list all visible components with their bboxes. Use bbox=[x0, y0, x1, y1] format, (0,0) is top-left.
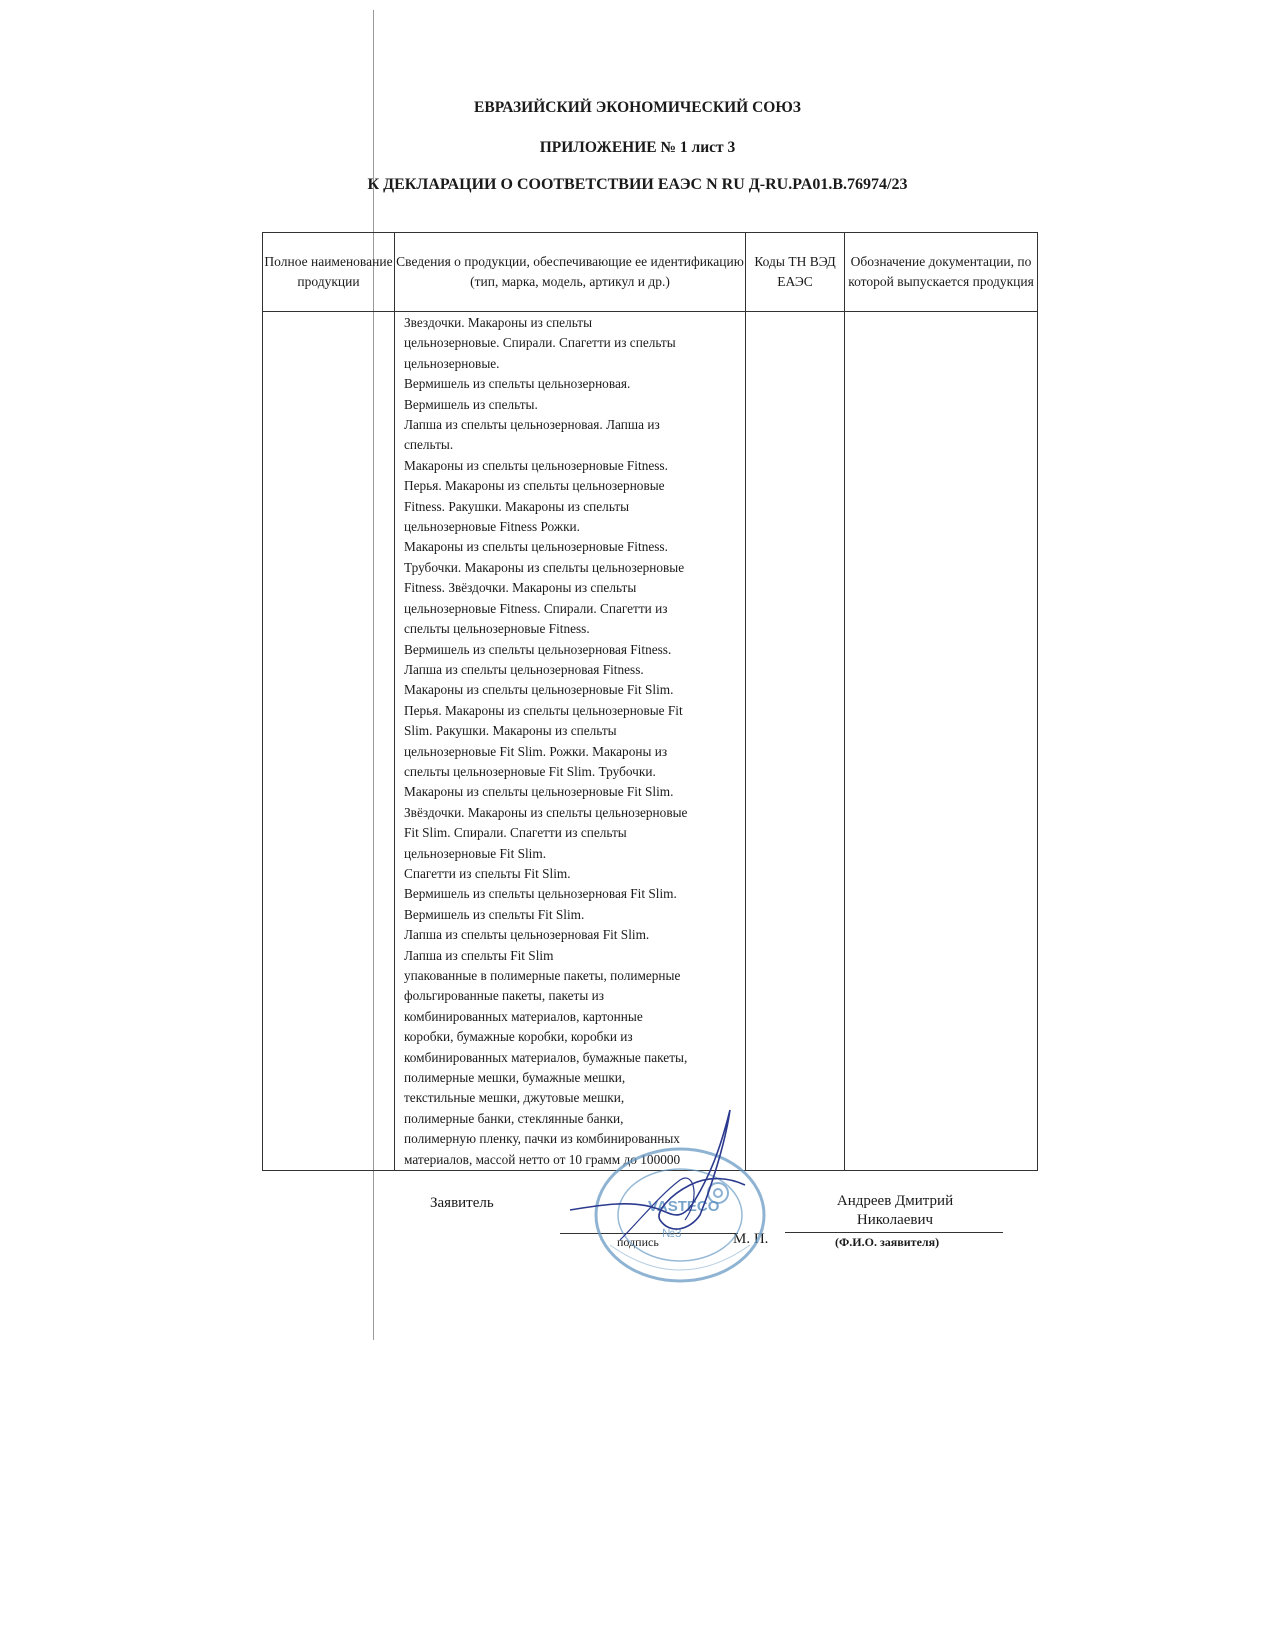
description-line: Вермишель из спельты цельнозерновая Fitness. bbox=[404, 641, 672, 657]
description-line: Вермишель из спельты Fit Slim. bbox=[404, 906, 585, 922]
description-line: Макароны из спельты цельнозерновые Fit Slim. bbox=[404, 784, 674, 800]
applicant-name-line2: Николаевич bbox=[856, 1212, 934, 1228]
header-product-name: Полное наименование продукции bbox=[263, 233, 395, 312]
description-line: цельнозерновые. bbox=[404, 355, 500, 371]
description-line: фольгированные пакеты, пакеты из bbox=[404, 988, 604, 1004]
svg-text:№3: №3 bbox=[662, 1226, 682, 1240]
description-line: Трубочки. Макароны из спельты цельнозерновые bbox=[404, 559, 685, 575]
description-line: материалов, массой нетто от 10 грамм до 100000 bbox=[404, 1151, 681, 1167]
description-line: Лапша из спельты цельнозерновая. Лапша из bbox=[404, 417, 660, 433]
header-product-info: Сведения о продукции, обеспечивающие ее идентификацию (тип, марка, модель, артикул и др.) bbox=[395, 233, 746, 312]
product-table bbox=[262, 232, 1038, 1171]
cell-product-info bbox=[395, 312, 746, 1171]
description-line: Перья. Макароны из спельты цельнозерновые bbox=[404, 478, 665, 494]
description-line: Slim. Ракушки. Макароны из спельты bbox=[404, 723, 617, 739]
description-line: полимерные банки, стеклянные банки, bbox=[404, 1110, 624, 1126]
description-line: цельнозерновые Fitness. Спирали. Спагетти из bbox=[404, 600, 668, 616]
description-line: цельнозерновые Fitness Рожки. bbox=[404, 519, 580, 535]
table-header-row bbox=[263, 233, 1038, 312]
description-line: полимерную пленку, пачки из комбинированных bbox=[404, 1131, 680, 1147]
description-line: текстильные мешки, джутовые мешки, bbox=[404, 1090, 625, 1106]
applicant-name-line1: Андреев Дмитрий bbox=[836, 1193, 954, 1209]
description-line: упакованные в полимерные пакеты, полимерные bbox=[404, 968, 681, 983]
description-line: Звездочки. Макароны из спельты bbox=[404, 315, 593, 330]
description-line: Лапша из спельты цельнозерновая Fitness. bbox=[404, 661, 644, 677]
description-line: цельнозерновые Fit Slim. bbox=[404, 845, 547, 861]
description-line: цельнозерновые Fit Slim. Рожки. Макароны из bbox=[404, 743, 668, 759]
appendix-title: ПРИЛОЖЕНИЕ № 1 лист 3 bbox=[539, 139, 736, 156]
description-line: Вермишель из спельты. bbox=[404, 396, 538, 412]
description-line: Вермишель из спельты цельнозерновая. bbox=[404, 376, 631, 392]
cell-documentation bbox=[845, 312, 1038, 1171]
description-line: коробки, бумажные коробки, коробки из bbox=[404, 1029, 633, 1045]
cell-product-name bbox=[263, 312, 395, 1171]
description-line: спельты. bbox=[404, 437, 454, 453]
declaration-title: К ДЕКЛАРАЦИИ О СООТВЕТСТВИИ ЕАЭС N RU Д-RU.PA01.B.76974/23 bbox=[367, 176, 908, 193]
description-line: комбинированных материалов, картонные bbox=[404, 1008, 643, 1024]
applicant-label: Заявитель bbox=[430, 1195, 494, 1211]
description-line: Звёздочки. Макароны из спельты цельнозерновые bbox=[404, 804, 688, 820]
union-title: ЕВРАЗИЙСКИЙ ЭКОНОМИЧЕСКИЙ СОЮЗ bbox=[474, 99, 801, 116]
description-line: Вермишель из спельты цельнозерновая Fit Slim. bbox=[404, 886, 677, 902]
applicant-signature bbox=[560, 1100, 760, 1260]
cell-tn-ved-codes bbox=[746, 312, 845, 1171]
description-line: цельнозерновые. Спирали. Спагетти из спельты bbox=[404, 335, 676, 351]
description-line: спельты цельнозерновые Fit Slim. Трубочки. bbox=[404, 763, 656, 779]
description-line: Макароны из спельты цельнозерновые Fitness. bbox=[404, 539, 668, 555]
applicant-name bbox=[810, 1192, 980, 1230]
description-line: Макароны из спельты цельнозерновые Fitness. bbox=[404, 457, 668, 473]
description-line: Fit Slim. Спирали. Спагетти из спельты bbox=[404, 825, 627, 841]
description-line: Fitness. Звёздочки. Макароны из спельты bbox=[404, 580, 637, 596]
description-line: Макароны из спельты цельнозерновые Fit Slim. bbox=[404, 682, 674, 698]
description-line: Fitness. Ракушки. Макароны из спельты bbox=[404, 498, 630, 514]
description-line: полимерные мешки, бумажные мешки, bbox=[404, 1070, 626, 1086]
header-tn-ved-codes: Коды ТН ВЭД ЕАЭС bbox=[746, 233, 845, 312]
description-line: Перья. Макароны из спельты цельнозерновые Fit bbox=[404, 702, 683, 718]
description-line: спельты цельнозерновые Fitness. bbox=[404, 621, 590, 637]
signature-caption: подпись bbox=[617, 1235, 659, 1249]
description-line: Лапша из спельты цельнозерновая Fit Slim. bbox=[404, 927, 650, 943]
table-row bbox=[263, 312, 1038, 1171]
description-line: комбинированных материалов, бумажные пакеты, bbox=[404, 1049, 688, 1065]
name-line bbox=[785, 1232, 1003, 1233]
product-description bbox=[395, 312, 745, 1170]
name-caption: (Ф.И.О. заявителя) bbox=[835, 1235, 940, 1249]
header-documentation: Обозначение документации, по которой выпускается продукция bbox=[845, 233, 1038, 312]
description-line: Спагетти из спельты Fit Slim. bbox=[404, 865, 571, 881]
svg-text:VASTECO: VASTECO bbox=[648, 1198, 720, 1215]
seal-label: М. П. bbox=[733, 1231, 769, 1247]
description-line: Лапша из спельты Fit Slim bbox=[404, 947, 554, 963]
